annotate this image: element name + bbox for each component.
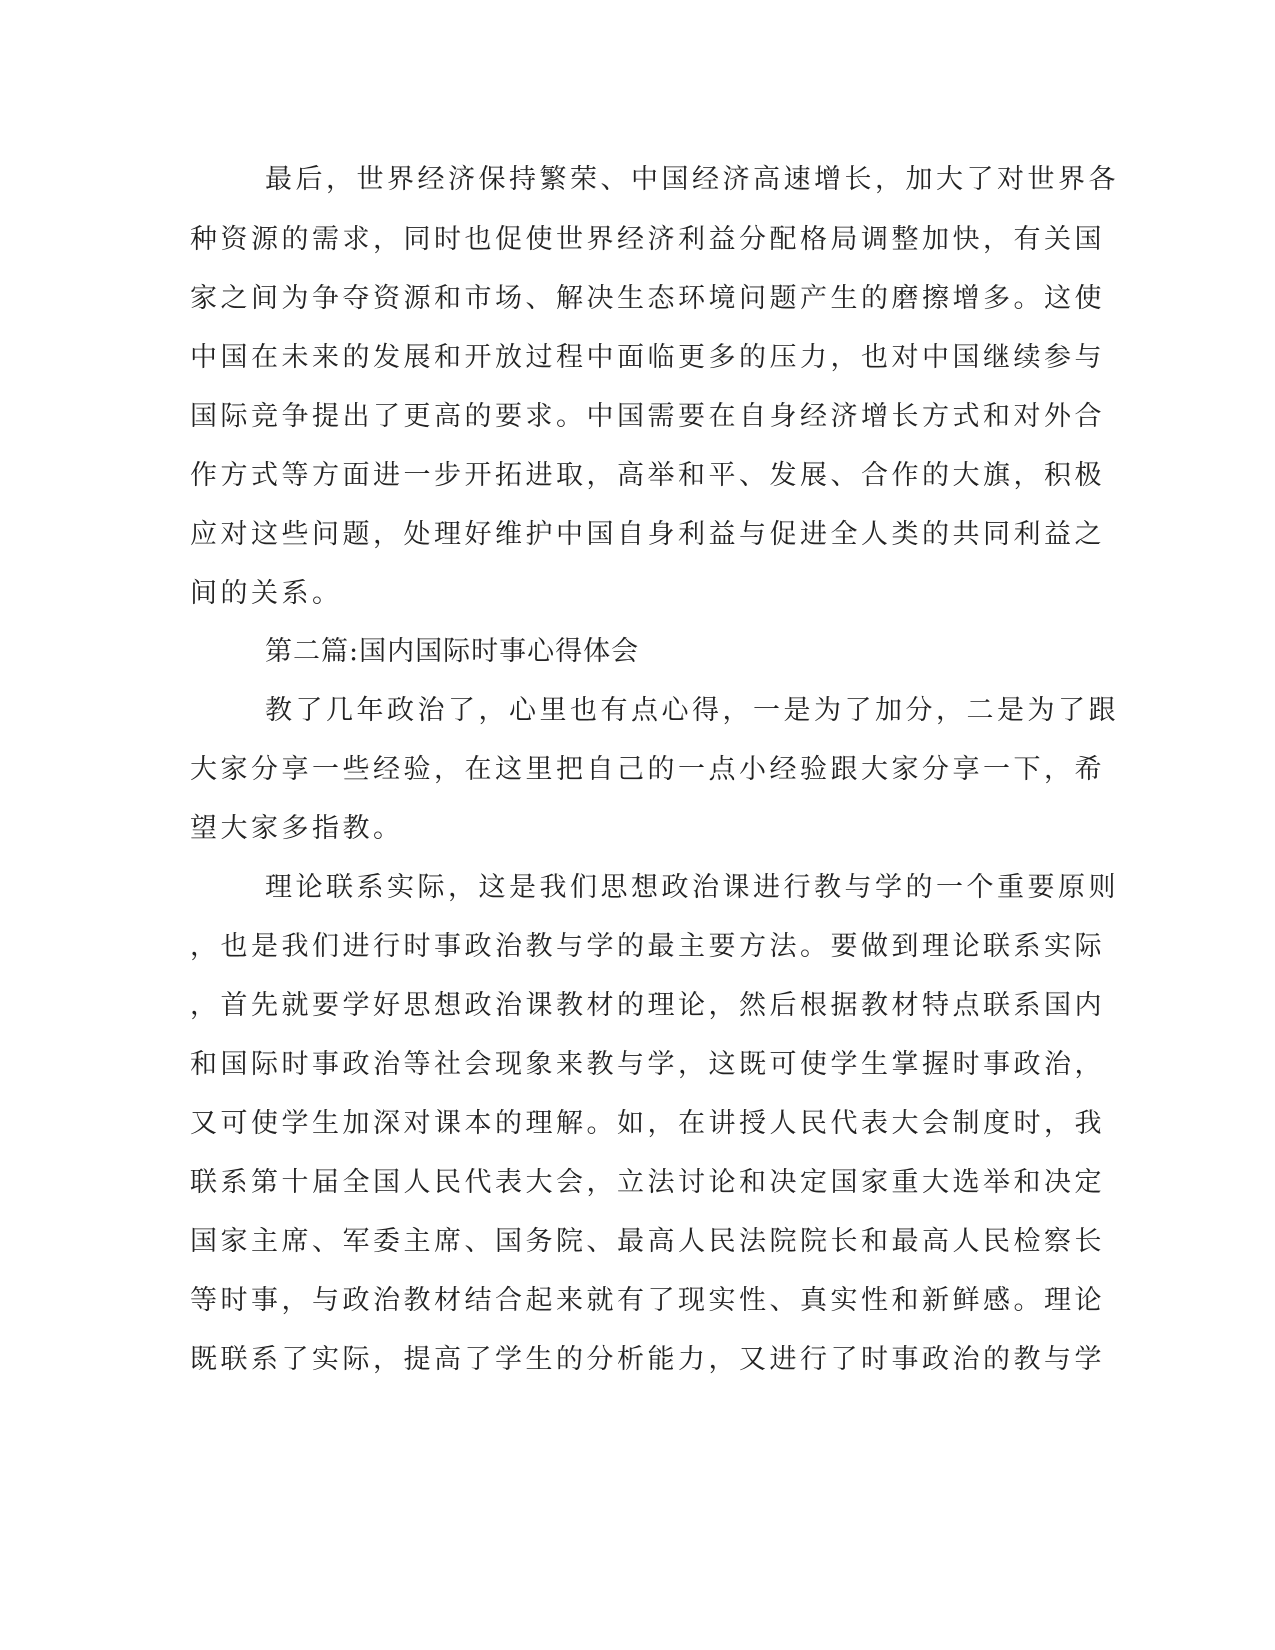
paragraph-line: 既联系了实际，提高了学生的分析能力，又进行了时事政治的教与学	[190, 1344, 1105, 1375]
paragraph-line: 中国在未来的发展和开放过程中面临更多的压力，也对中国继续参与	[190, 342, 1105, 373]
paragraph-line: 间的关系。	[190, 578, 343, 609]
paragraph-line: 望大家多指教。	[190, 813, 404, 844]
paragraph-line: 又可使学生加深对课本的理解。如，在讲授人民代表大会制度时，我	[190, 1108, 1105, 1139]
paragraph-line: 等时事，与政治教材结合起来就有了现实性、真实性和新鲜感。理论	[190, 1285, 1105, 1316]
paragraph-line: 大家分享一些经验，在这里把自己的一点小经验跟大家分享一下，希	[190, 754, 1105, 785]
paragraph-line: 理论联系实际，这是我们思想政治课进行教与学的一个重要原则	[265, 872, 1119, 903]
paragraph-line: 家之间为争夺资源和市场、解决生态环境问题产生的磨擦增多。这使	[190, 283, 1105, 314]
paragraph-line: ，首先就要学好思想政治课教材的理论，然后根据教材特点联系国内	[190, 990, 1105, 1021]
paragraph-line: 联系第十届全国人民代表大会，立法讨论和决定国家重大选举和决定	[190, 1167, 1105, 1198]
section-heading: 第二篇:国内国际时事心得体会	[265, 636, 640, 667]
paragraph-line: ，也是我们进行时事政治教与学的最主要方法。要做到理论联系实际	[190, 931, 1105, 962]
paragraph-line: 应对这些问题，处理好维护中国自身利益与促进全人类的共同利益之	[190, 519, 1105, 550]
paragraph-line: 最后，世界经济保持繁荣、中国经济高速增长，加大了对世界各	[265, 164, 1119, 195]
paragraph-line: 国际竞争提出了更高的要求。中国需要在自身经济增长方式和对外合	[190, 401, 1105, 432]
paragraph-line: 和国际时事政治等社会现象来教与学，这既可使学生掌握时事政治，	[190, 1049, 1105, 1080]
paragraph-line: 种资源的需求，同时也促使世界经济利益分配格局调整加快，有关国	[190, 224, 1105, 255]
paragraph-line: 作方式等方面进一步开拓进取，高举和平、发展、合作的大旗，积极	[190, 460, 1105, 491]
paragraph-line: 国家主席、军委主席、国务院、最高人民法院院长和最高人民检察长	[190, 1226, 1105, 1257]
paragraph-line: 教了几年政治了，心里也有点心得，一是为了加分，二是为了跟	[265, 695, 1119, 726]
